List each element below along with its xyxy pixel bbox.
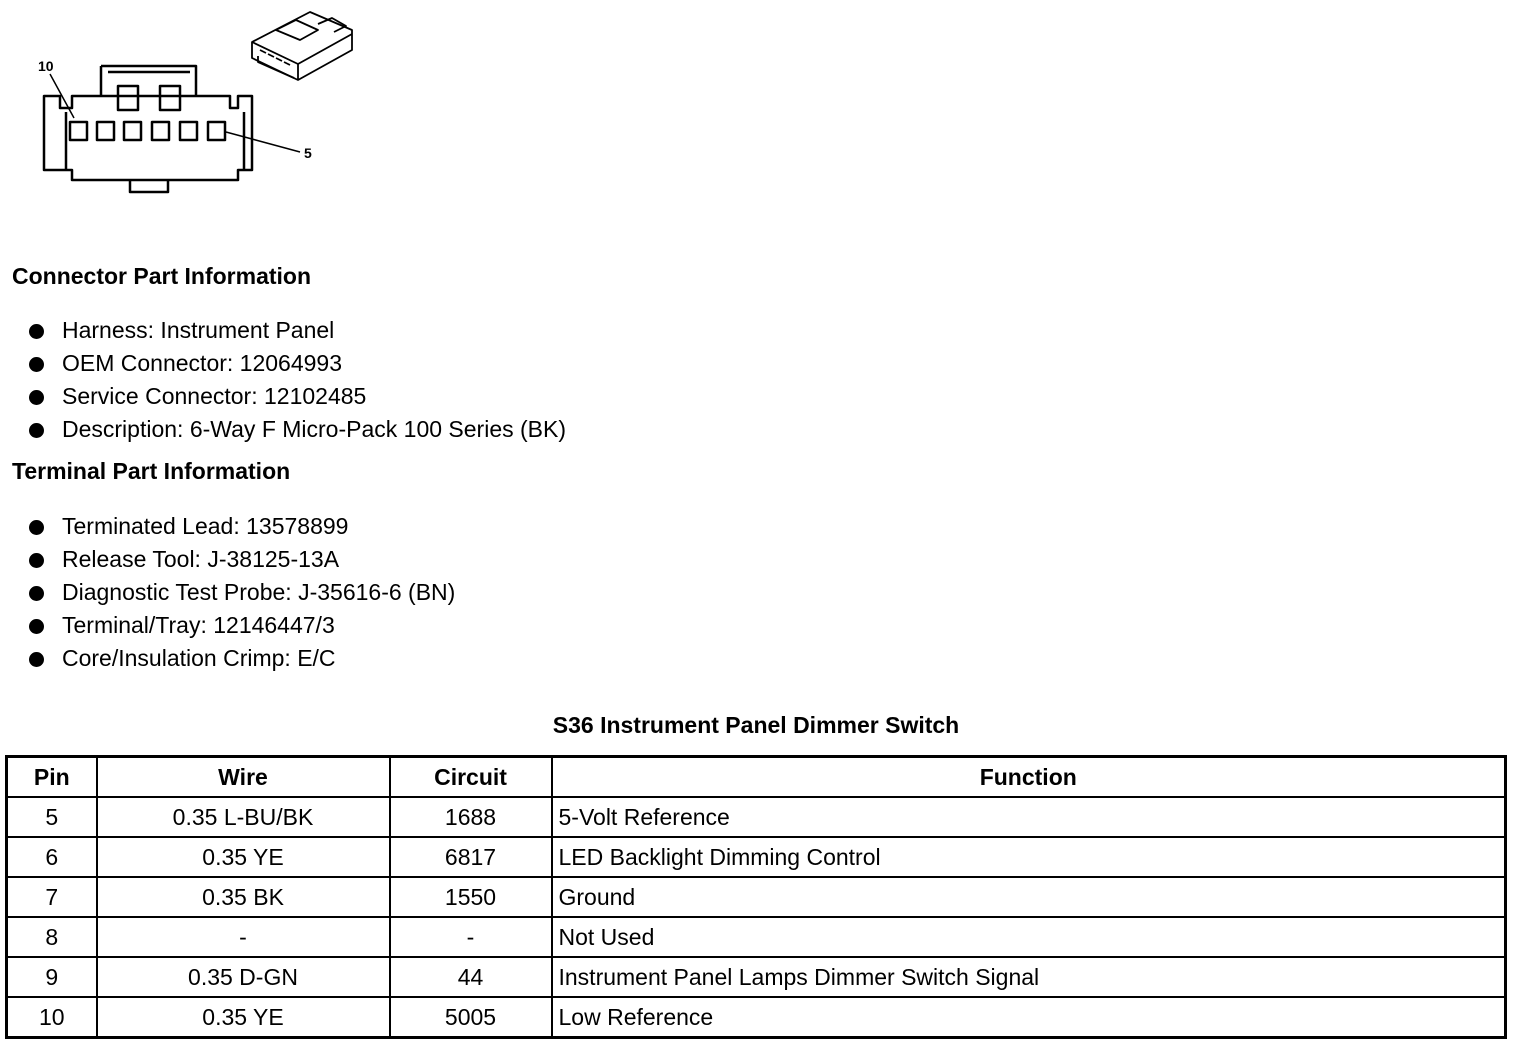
header-function: Function bbox=[552, 757, 1506, 798]
cell-circuit: 1688 bbox=[390, 797, 552, 837]
cell-wire: 0.35 YE bbox=[97, 997, 390, 1038]
cell-pin: 8 bbox=[7, 917, 97, 957]
cell-function: LED Backlight Dimming Control bbox=[552, 837, 1506, 877]
list-item: Core/Insulation Crimp: E/C bbox=[0, 643, 455, 676]
table-row bbox=[7, 837, 1506, 877]
table-title: S36 Instrument Panel Dimmer Switch bbox=[552, 712, 960, 738]
table-header-row bbox=[7, 757, 1506, 798]
cell-circuit: 5005 bbox=[390, 997, 552, 1038]
cell-circuit: 1550 bbox=[390, 877, 552, 917]
list-item: Harness: Instrument Panel bbox=[0, 315, 566, 348]
list-item: Terminal/Tray: 12146447/3 bbox=[0, 610, 455, 643]
cell-wire: 0.35 BK bbox=[97, 877, 390, 917]
cell-pin: 5 bbox=[7, 797, 97, 837]
list-item: Terminated Lead: 13578899 bbox=[0, 511, 455, 544]
cell-function: Not Used bbox=[552, 917, 1506, 957]
cell-pin: 10 bbox=[7, 997, 97, 1038]
table-row bbox=[7, 957, 1506, 997]
list-item: Description: 6-Way F Micro-Pack 100 Series (BK) bbox=[0, 414, 566, 447]
list-item: Diagnostic Test Probe: J-35616-6 (BN) bbox=[0, 577, 455, 610]
list-item: Release Tool: J-38125-13A bbox=[0, 544, 455, 577]
list-item: Service Connector: 12102485 bbox=[0, 381, 566, 414]
cell-function: Low Reference bbox=[552, 997, 1506, 1038]
cell-circuit: 44 bbox=[390, 957, 552, 997]
cell-wire: - bbox=[97, 917, 390, 957]
bullet-icon bbox=[29, 423, 44, 438]
cell-pin: 7 bbox=[7, 877, 97, 917]
terminal-part-list bbox=[0, 511, 455, 676]
bullet-icon bbox=[29, 652, 44, 667]
table-row bbox=[7, 917, 1506, 957]
cell-pin: 6 bbox=[7, 837, 97, 877]
cell-circuit: - bbox=[390, 917, 552, 957]
cell-circuit: 6817 bbox=[390, 837, 552, 877]
pin-table bbox=[5, 755, 1507, 1039]
cell-function: Ground bbox=[552, 877, 1506, 917]
header-pin: Pin bbox=[7, 757, 97, 798]
cell-pin: 9 bbox=[7, 957, 97, 997]
list-item: OEM Connector: 12064993 bbox=[0, 348, 566, 381]
connector-part-heading: Connector Part Information bbox=[12, 263, 312, 289]
cell-function: Instrument Panel Lamps Dimmer Switch Signal bbox=[552, 957, 1506, 997]
bullet-icon bbox=[29, 357, 44, 372]
cell-function: 5-Volt Reference bbox=[552, 797, 1506, 837]
header-wire: Wire bbox=[97, 757, 390, 798]
table-row bbox=[7, 877, 1506, 917]
table-row bbox=[7, 797, 1506, 837]
bullet-icon bbox=[29, 390, 44, 405]
cell-wire: 0.35 D-GN bbox=[97, 957, 390, 997]
header-circuit: Circuit bbox=[390, 757, 552, 798]
connector-part-list bbox=[0, 315, 566, 447]
bullet-icon bbox=[29, 586, 44, 601]
cell-wire: 0.35 L-BU/BK bbox=[97, 797, 390, 837]
cell-wire: 0.35 YE bbox=[97, 837, 390, 877]
pin-label-10: 10 bbox=[38, 58, 54, 74]
table-row bbox=[7, 997, 1506, 1038]
bullet-icon bbox=[29, 553, 44, 568]
bullet-icon bbox=[29, 520, 44, 535]
bullet-icon bbox=[29, 324, 44, 339]
bullet-icon bbox=[29, 619, 44, 634]
pin-label-5: 5 bbox=[304, 145, 312, 161]
connector-diagram bbox=[0, 0, 380, 210]
terminal-part-heading: Terminal Part Information bbox=[12, 458, 291, 484]
